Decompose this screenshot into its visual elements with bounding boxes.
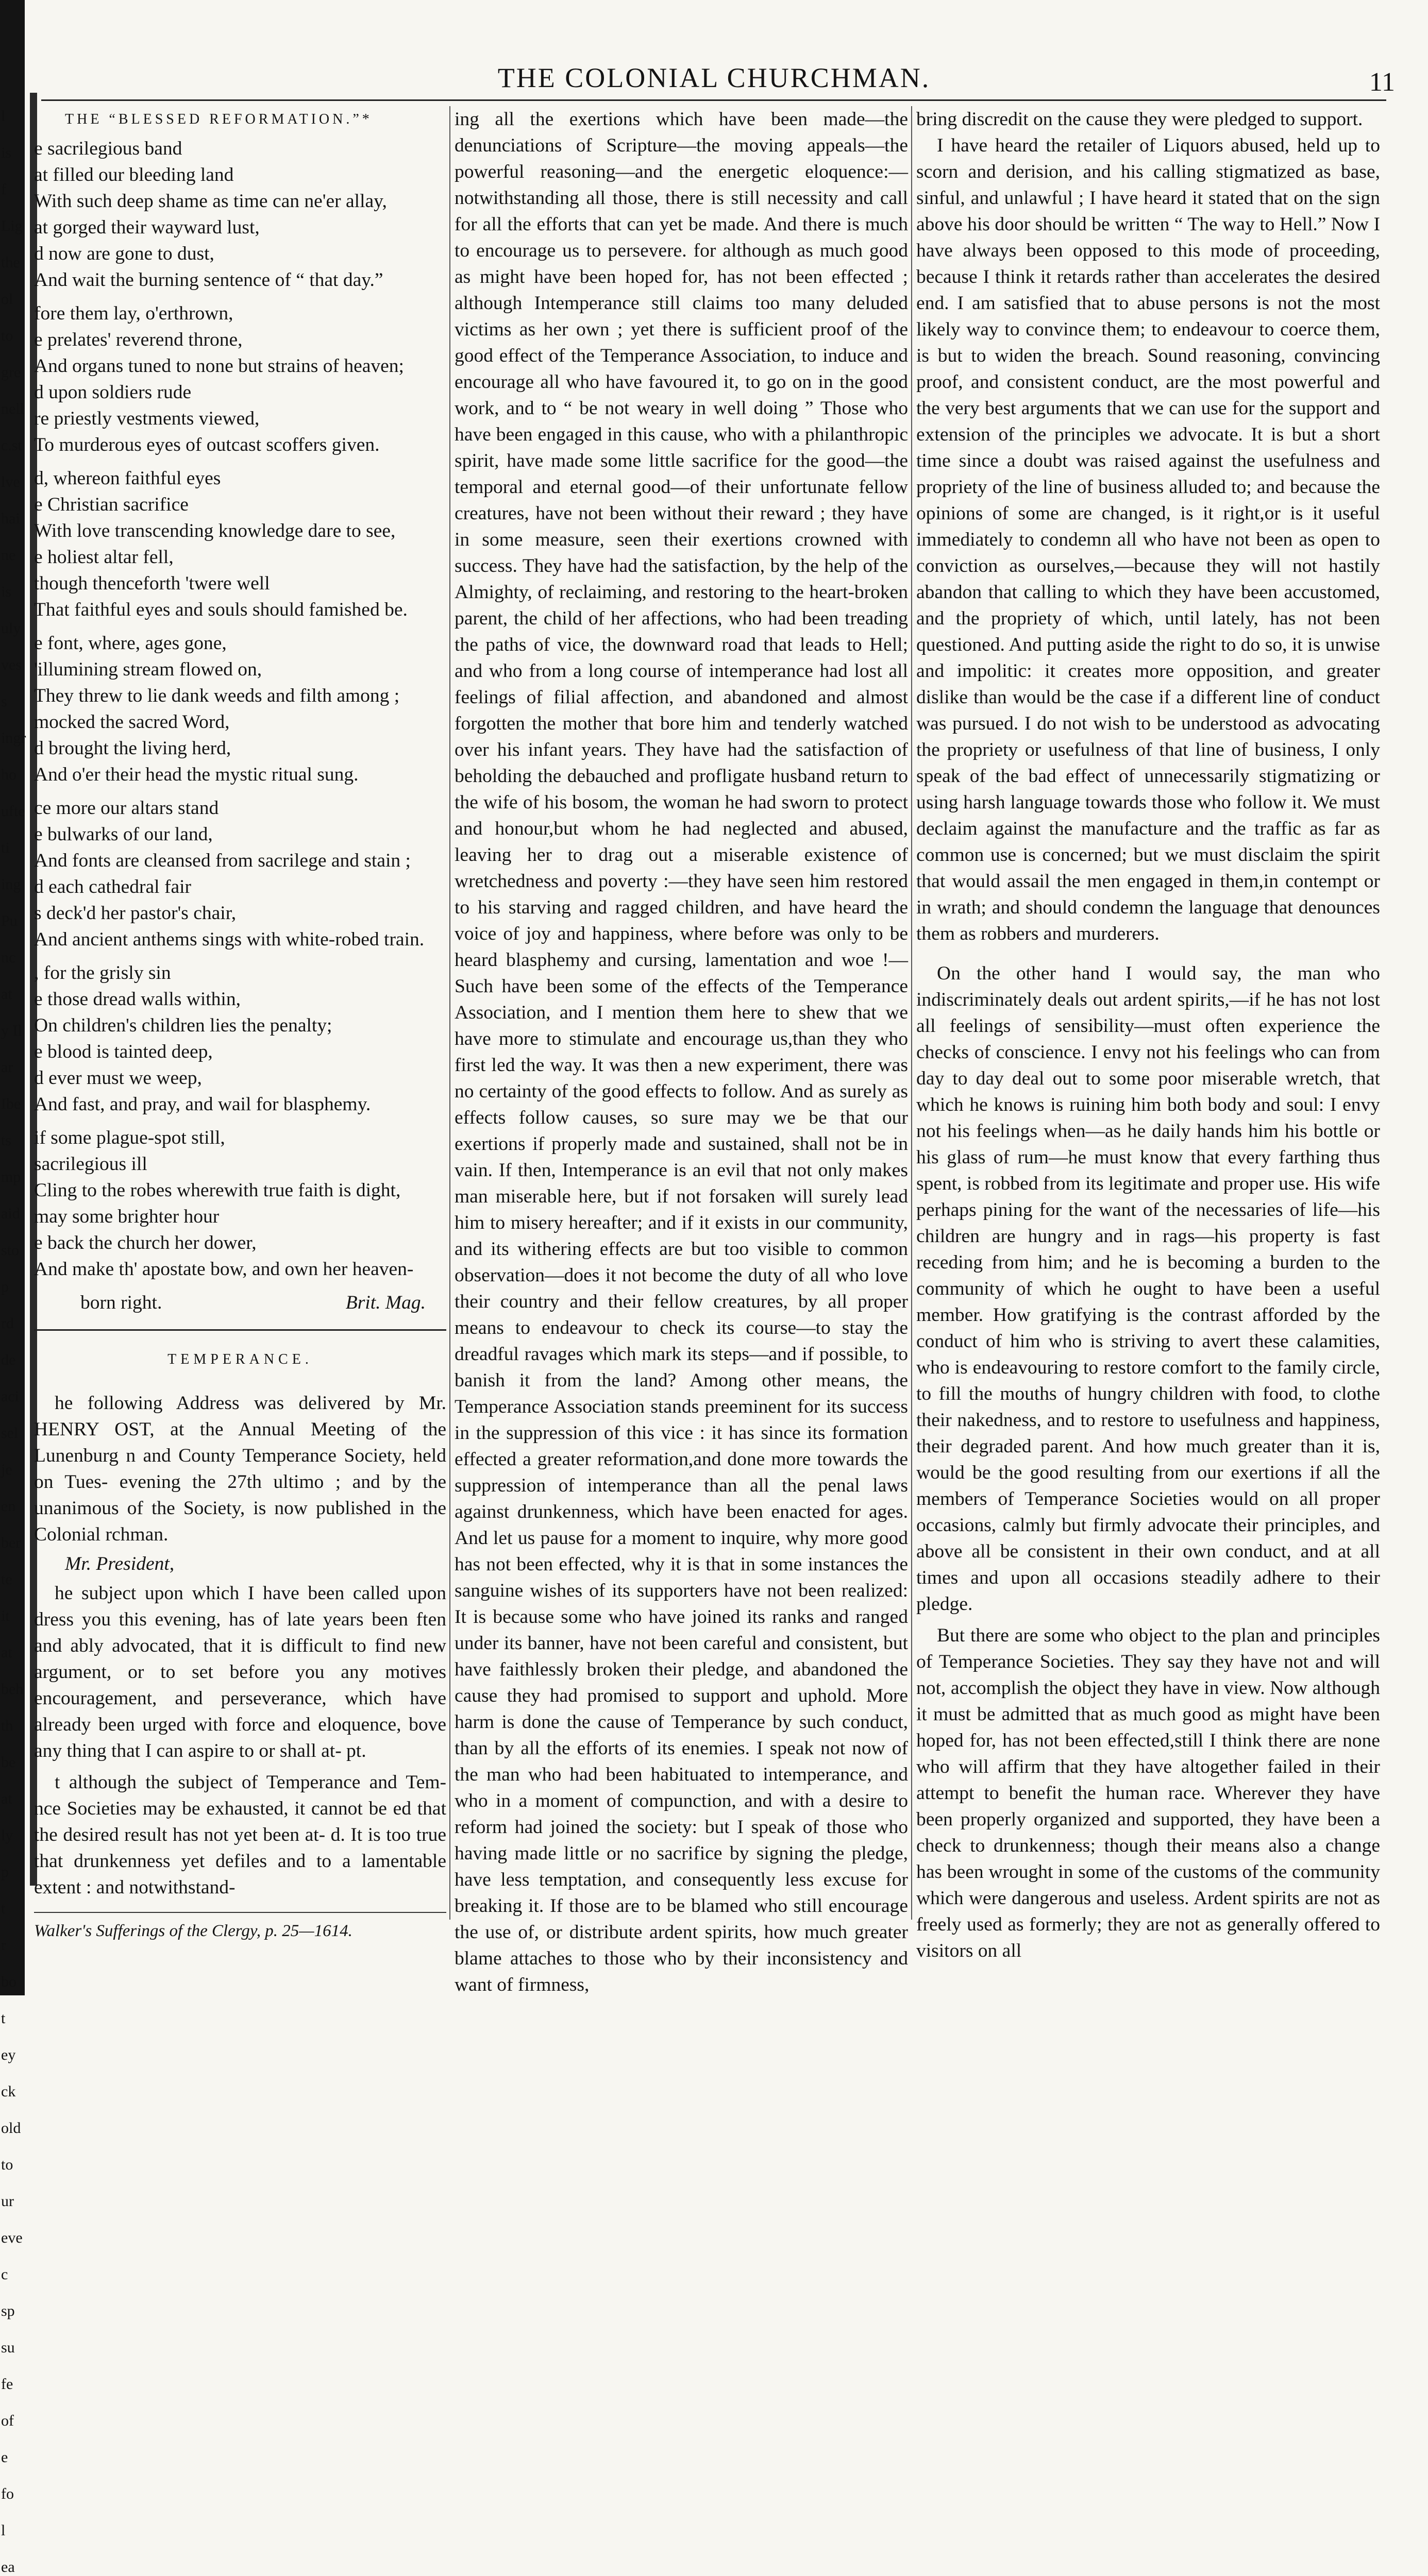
right-column bbox=[916, 106, 1380, 1964]
poem-line: at filled our bleeding land bbox=[34, 164, 234, 185]
margin-fragment: c.st bbox=[1, 437, 22, 454]
poem-stanza bbox=[34, 630, 446, 788]
margin-fragment: l bbox=[1, 108, 6, 125]
margin-fragment: rd bbox=[1, 1315, 14, 1332]
margin-fragment: p bbox=[1, 1863, 9, 1880]
poem-line: d, whereon faithful eyes bbox=[34, 468, 221, 489]
poem-line: And fast, and pray, and wail for blasphemy. bbox=[34, 1094, 371, 1115]
poem-line: e back the church her dower, bbox=[34, 1232, 257, 1253]
poem-line: , for the grisly sin bbox=[34, 962, 171, 984]
poem-stanza bbox=[34, 1125, 446, 1282]
poem-line: To murderous eyes of outcast scoffers given. bbox=[34, 434, 380, 455]
margin-fragment: ing bbox=[1, 876, 21, 893]
footnote-rule bbox=[34, 1912, 446, 1913]
margin-fragment: nell bbox=[1, 400, 24, 417]
left-margin-fragments bbox=[0, 98, 38, 2576]
poem-line: re priestly vestments viewed, bbox=[34, 408, 260, 429]
poem-line: d upon soldiers rude bbox=[34, 382, 192, 403]
margin-fragment: p bbox=[1, 1278, 9, 1295]
address-paragraph: But there are some who object to the plan and principles of Temperance Societies. They say they have not and will not, accomplish the object they have in view. Now although it must be admitted that as much good as might have been hoped for, has not been effected,still I think there are none who will affirm that they have altogether failed in their attempt to benefit the human race. Wherever they have been properly organized and supported, they have been a check to drunkenness; though their means also a change has been wrought in some of the customs of the community which were dangerous and useless. Ardent spirits are not as freely used as formerly; they are not as generally offered to visitors on all bbox=[916, 1625, 1380, 1961]
margin-fragment: s bbox=[1, 693, 7, 710]
margin-fragment: Pu bbox=[1, 912, 18, 929]
middle-column bbox=[455, 106, 908, 1998]
margin-fragment: to bbox=[1, 327, 13, 344]
margin-fragment: ves bbox=[1, 656, 22, 673]
poem-line: s deck'd her pastor's chair, bbox=[34, 903, 237, 924]
margin-fragment: ar bbox=[1, 1059, 13, 1076]
section-divider bbox=[34, 1329, 446, 1331]
poem-stanza bbox=[34, 135, 446, 293]
margin-fragment: ti bbox=[1, 839, 10, 856]
poem-line: though thenceforth 'twere well bbox=[34, 573, 270, 594]
margin-fragment: te bbox=[1, 1571, 12, 1588]
margin-fragment: ber bbox=[1, 1534, 21, 1551]
margin-fragment: sto bbox=[1, 1242, 20, 1259]
margin-fragment: mp bbox=[1, 1168, 21, 1185]
poem-title: THE “BLESSED REFORMATION.”* bbox=[65, 111, 373, 127]
poem-body bbox=[34, 135, 446, 1282]
address-paragraph: I have heard the retailer of Liquors abused, held up to scorn and derision, and his calling stigmatized as base, sinful, and unlawful ; I have heard it stated that on the sign above his door should be written “ The way to Hell.” Now I have always been opposed to this mode of proceeding, because I think it retards rather than accelerates the desired end. I am satisfied that to abuse persons is not the most likely way to convince them; to endeavour to coerce them, is but to widen the breach. Sound reasoning, convincing proof, and consistent conduct, are the most powerful and the very best arguments that we can use for the support and extension of the principles we advocate. It is but a short time since a doubt was raised against the usefulness and propriety of the line of business alluded to; and because the opinions of some are changed, is it right,or is it useful immediately to condemn all who have not been as open to conviction as ourselves,—because they will not hastily abandon that calling to which they have been accustomed, and the propriety of which, until lately, has not been questioned. And putting aside the right to do so, it is unwise and impolitic: it creates more opposition, and greater dislike than would be the case if a different line of conduct was pursued. I do not wish to be understood as advocating the propriety or usefulness of that line of business, I only speak of the bad effect of unnecessarily stigmatizing or using harsh language towards those who follow it. We must declaim against the manufacture and the traffic as far as common use is concerned; but we must disclaim the spirit that would assail the men engaged in them,in contempt or in wrath; and should condemn the language that denounces them as robbers and murderers. bbox=[916, 135, 1380, 944]
poem-line: That faithful eyes and souls should famished be. bbox=[34, 599, 408, 620]
margin-fragment: Lig bbox=[1, 217, 23, 234]
margin-fragment: ho bbox=[1, 766, 16, 783]
margin-fragment: e bbox=[1, 2449, 8, 2466]
margin-fragment: is bbox=[1, 144, 12, 161]
poem-line: e font, where, ages gone, bbox=[34, 633, 227, 654]
margin-fragment: fo bbox=[1, 2485, 14, 2502]
margin-fragment: ol bbox=[1, 291, 13, 308]
margin-fragment: hai bbox=[1, 510, 20, 527]
margin-fragment: de bbox=[1, 1351, 16, 1368]
margin-fragment: je bbox=[1, 1461, 12, 1478]
poem-line: And organs tuned to none but strains of heaven; bbox=[34, 355, 404, 377]
margin-fragment: en bbox=[1, 1498, 16, 1515]
column-divider-left bbox=[449, 106, 450, 1920]
margin-fragment: it bbox=[1, 1607, 10, 1624]
poem-line: e those dread walls within, bbox=[34, 989, 241, 1010]
margin-fragment: uly bbox=[1, 620, 21, 637]
poem-line: d brought the living herd, bbox=[34, 738, 231, 759]
poem-line: 'illumining stream flowed on, bbox=[34, 659, 262, 680]
margin-fragment: lve bbox=[1, 473, 20, 490]
margin-fragment: ufte bbox=[1, 803, 25, 820]
poem-source: Brit. Mag. bbox=[345, 1292, 426, 1313]
poem-line: sacrilegious ill bbox=[34, 1154, 147, 1175]
margin-fragment: c bbox=[1, 2266, 8, 2283]
poem-line: at gorged their wayward lust, bbox=[34, 217, 260, 238]
poem-line: e sacrilegious band bbox=[34, 138, 182, 159]
margin-fragment: th bbox=[1, 1717, 13, 1734]
address-paragraph: On the other hand I would say, the man who indiscriminately deals out ardent spirits,—if he has not lost all feelings of sensibility—must often experience the checks of conscience. I envy not his feelings who can from day to day deal out to some poor miserable wretch, that which he knows is ruining him both body and soul: I envy not his feelings when—as he daily hands him his bottle or his glass of rum—he must know that every farthing thus spent, is robbed from its legitimate and proper use. His wife perhaps pining for the want of the necessaries of life—his children are hungry and in rags—his property is fast receding from him; and he is becoming a burden to the community of which he ought to have been a useful member. How gratifying is the contrast afforded by the conduct of him who is striving to avert these calamities, who is endeavouring to restore comfort to the family circle, to fill the mouths of hungry children with food, to clothe their nakedness, and to restore to usefulness and happiness, their degraded parent. And how much greater than it is, would be the good resulting from our exertions if all the members of Temperance Societies would on all proper occasions, calmly but firmly advocate their principles, and above all be consistent in their own conduct, and at all times and upon all occasions steadily adhere to their pledge. bbox=[916, 963, 1380, 1615]
poem-line: e holiest altar fell, bbox=[34, 547, 174, 568]
page-number: 11 bbox=[1369, 67, 1395, 97]
margin-fragment: nc bbox=[1, 949, 16, 966]
margin-fragment: l bbox=[1, 2522, 6, 2539]
margin-fragment: of bbox=[1, 2412, 14, 2429]
margin-fragment: y Il bbox=[1, 1022, 22, 1039]
poem-last-line: born right. bbox=[80, 1292, 162, 1313]
margin-fragment: ea bbox=[1, 2558, 15, 2575]
poem-line: e prelates' reverend throne, bbox=[34, 329, 243, 350]
margin-fragment: at bbox=[1, 1644, 12, 1661]
poem-line: mocked the sacred Word, bbox=[34, 711, 230, 733]
salutation: Mr. President, bbox=[65, 1553, 175, 1574]
margin-fragment: sel bbox=[1, 1425, 19, 1442]
margin-fragment: t bbox=[1, 1900, 6, 1917]
margin-fragment: su bbox=[1, 2339, 15, 2356]
poem-line: And o'er their head the mystic ritual sung. bbox=[34, 764, 359, 785]
poem-line: With such deep shame as time can ne'er allay, bbox=[34, 191, 387, 212]
page-title: THE COLONIAL CHURCHMAN. bbox=[497, 62, 931, 93]
margin-fragment: f bbox=[1, 181, 6, 198]
poem-line: And fonts are cleansed from sacrilege and stain ; bbox=[34, 850, 411, 871]
left-column bbox=[34, 106, 446, 1944]
poem-line: fore them lay, o'erthrown, bbox=[34, 303, 233, 324]
column-divider-right bbox=[911, 106, 912, 1920]
header-rule bbox=[41, 99, 1386, 101]
margin-fragment: ts bbox=[1, 1132, 12, 1149]
poem-line: may some brighter hour bbox=[34, 1206, 220, 1227]
poem-stanza bbox=[34, 795, 446, 953]
poem-line: And make th' apostate bow, and own her heaven- bbox=[34, 1259, 414, 1280]
poem-line: d ever must we weep, bbox=[34, 1067, 202, 1089]
margin-fragment: bo bbox=[1, 1973, 16, 1990]
margin-fragment: ur bbox=[1, 2193, 14, 2210]
address-paragraph: bring discredit on the cause they were pledged to support. bbox=[916, 109, 1363, 130]
margin-fragment: eve bbox=[1, 2229, 23, 2246]
margin-fragment: sp bbox=[1, 2302, 15, 2319]
poem-line: They threw to lie dank weeds and filth among ; bbox=[34, 685, 400, 706]
poem-line: On children's children lies the penalty; bbox=[34, 1015, 332, 1036]
margin-fragment: aci bbox=[1, 1388, 19, 1405]
margin-fragment: the bbox=[1, 254, 20, 271]
margin-fragment: ck bbox=[1, 2083, 16, 2100]
margin-fragment: is bbox=[1, 583, 12, 600]
margin-fragment: aid bbox=[1, 1205, 20, 1222]
margin-fragment: t bbox=[1, 2010, 6, 2027]
poem-line: e Christian sacrifice bbox=[34, 494, 189, 515]
address-intro: he following Address was delivered by Mr. HENRY OST, at the Annual Meeting of the Lunenburg n and County Temperance Society, held on Tues- evening the 27th ultimo ; and by the unanimous of the Society, is now published in the Colonial rchman. bbox=[34, 1393, 446, 1545]
poem-line: d now are gone to dust, bbox=[34, 243, 214, 264]
margin-fragment: to bbox=[1, 2156, 13, 2173]
margin-fragment: fe bbox=[1, 2376, 13, 2393]
poem-line: if some plague-spot still, bbox=[34, 1127, 225, 1148]
address-paragraph: ing all the exertions which have been made—the denunciations of Scripture—the moving appeals—the powerful reasoning—and the energetic eloquence:—notwithstanding all those, there is still necessity and call for all the efforts that can yet be made. And there is much to encourage us to persevere. for although as much good as might have been hoped for, has not been effected ; although Intemperance still claims too many deluded victims as her own ; yet there is sufficient proof of the good effect of the Temperance Association, to induce and encourage all who have favoured it, to go on in the good work, and to “ be not weary in well doing ” Those who have been engaged in this cause, who with a philanthropic spirit, have made some little sacrifice for the good—the temporal and eternal good—of their unfortunate fellow creatures, have not been without their reward ; they have in some measure, seen their exertions crowned with success. They have had the satisfaction, by the help of the Almighty, of reclaiming, and restoring to the heart-broken parent, the child of her affections, who had been treading the paths of vice, the downward road that leads to Hell; and who from a long course of intemperance had lost all feelings of filial affection, and abandoned and almost forgotten the mother that bore him and tenderly watched over his infant years. They have had the satisfaction of beholding the debauched and profligate husband return to the wife of his bosom, the woman he had sworn to protect and honour,but whom he had neglected and abused, leaving her to drag out a miserable existence of wretchedness and poverty :—they have seen him restored to his starving and ragged children, and have heard the voice of joy and happiness, where before was only to be heard blasphemy and cursing, lamentation and woe !—Such have been some of the effects of the Temperance Association, and I mention them here to shew that we have more to stimulate and encourage us,than they who first led the way. It was then a new experiment, there was no certainty of the good effects to follow. And as surely as effects follow causes, so sure may we be that our exertions if properly made and sustained, shall not be in vain. If then, Intemperance is an evil that not only makes man miserable here, but if not forsaken will surely lead him to misery hereafter; and if it exists in our community, and its withering effects are but too visible to common observation—does it not become the duty of all who love their country and their fellow creatures, by all proper means to endeavour to check its course—to stay the dreadful ravages which mark its steps—and if possible, to banish it from the land? Among other means, the Temperance Association stands preeminent for its success in the suppression of this vice : it has since its formation effected a greater reformation,and done more towards the suppression of intemperance than all the penal laws against drunkenness, which have been enacted for ages. And let us pause for a moment to inquire, why more good has not been effected, why it is that in some instances the sanguine wishes of its supporters have not been realized: It is because some who have joined its ranks and ranged under its banner, have not been careful and consistent, but have faithlessly broken their pledge, and abandoned the cause they had promised to support and uphold. More harm is done the cause of Temperance by such conduct, than by all the efforts of its enemies. I speak not now of the man who had been habituated to intemperance, and who in a moment of compunction, and with a desire to reform had joined the society: but I speak of those who having made little or no sacrifice by signing the pledge, have less temptation, and consequently less excuse for breaking it. If those are to be blamed who still encourage the use of, or distribute ardent spirits, how much greater blame attaches to those who by their inconsistency and want of firmness, bbox=[455, 109, 908, 1995]
poem-line: With love transcending knowledge dare to see, bbox=[34, 520, 396, 541]
poem-stanza bbox=[34, 465, 446, 623]
poem-line: d each cathedral fair bbox=[34, 876, 191, 897]
poem-signature bbox=[34, 1290, 446, 1316]
margin-fragment: be bbox=[1, 1754, 16, 1771]
margin-fragment: gre bbox=[1, 364, 21, 381]
margin-fragment: ly bbox=[1, 1827, 13, 1844]
poem-line: Cling to the robes wherewith true faith is dight, bbox=[34, 1180, 401, 1201]
margin-fragment: beh bbox=[1, 1681, 24, 1698]
margin-fragment: Ibe bbox=[1, 1095, 21, 1112]
margin-fragment: ne bbox=[1, 547, 16, 564]
margin-fragment: at bbox=[1, 1790, 12, 1807]
margin-fragment: r bbox=[1, 1937, 6, 1954]
section-title: TEMPERANCE. bbox=[167, 1351, 313, 1367]
address-paragraph: he subject upon which I have been called upon dress you this evening, has of late years been ften and ably advocated, that it is difficult to find new argument, or to set before you any motives encouragement, and perseverance, which have already been urged with force and eloquence, bove any thing that I can aspire to or shall at- pt. bbox=[34, 1583, 446, 1761]
poem-line: ce more our altars stand bbox=[34, 798, 219, 819]
poem-line: And wait the burning sentence of “ that day.” bbox=[34, 269, 383, 291]
poem-stanza bbox=[34, 960, 446, 1117]
poem-line: e blood is tainted deep, bbox=[34, 1041, 213, 1062]
address-paragraph: t although the subject of Temperance and Tem- nce Societies may be exhausted, it cannot be ed that the desired result has not yet been at- d. It is too true that drunkenness yet defiles and to a lamentable extent : and notwithstand- bbox=[34, 1772, 446, 1898]
margin-fragment: ey bbox=[1, 2046, 16, 2063]
poem-line: e bulwarks of our land, bbox=[34, 824, 213, 845]
poem-stanza bbox=[34, 300, 446, 458]
margin-fragment: at bbox=[1, 986, 12, 1003]
footnote: Walker's Sufferings of the Clergy, p. 25—1614. bbox=[34, 1922, 352, 1940]
poem-line: And ancient anthems sings with white-robed train. bbox=[34, 929, 425, 950]
margin-fragment: ingr bbox=[1, 730, 26, 747]
margin-fragment: old bbox=[1, 2120, 21, 2137]
